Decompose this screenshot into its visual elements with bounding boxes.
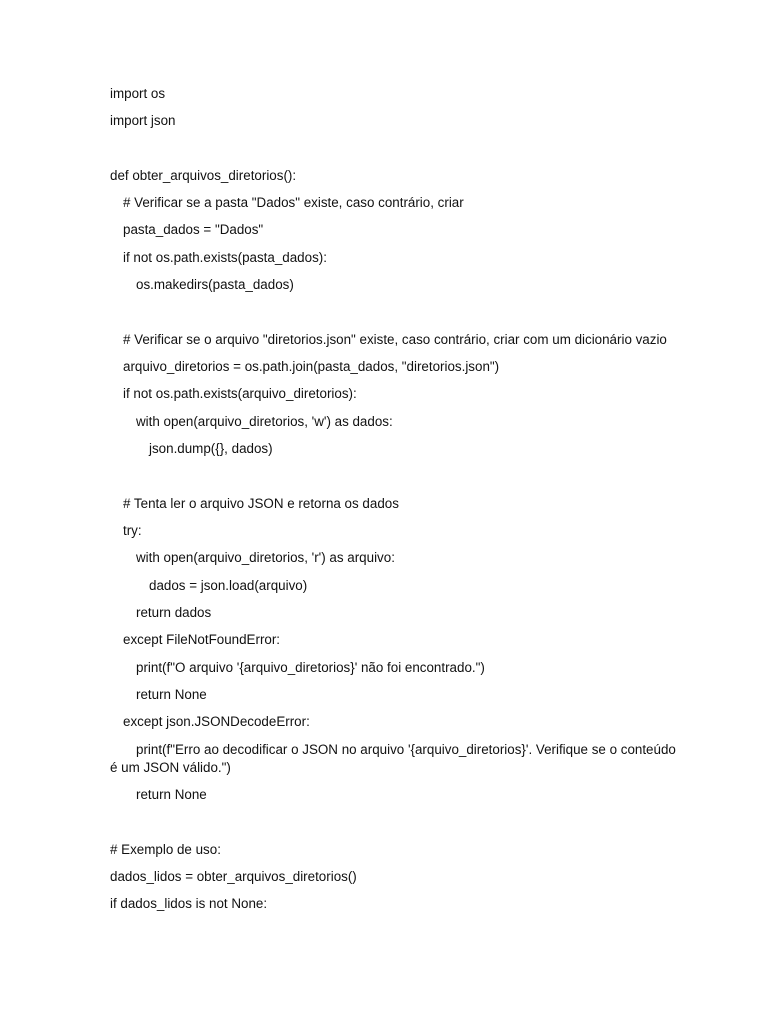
code-line: dados = json.load(arquivo) xyxy=(149,578,308,593)
code-line: print(f"O arquivo '{arquivo_diretorios}' não foi encontrado.") xyxy=(136,660,485,675)
code-line: return None xyxy=(136,687,207,702)
code-comment: # Verificar se o arquivo "diretorios.json" existe, caso contrário, criar com um dicionário vazio xyxy=(123,332,667,347)
code-line: return dados xyxy=(136,605,212,620)
code-line: pasta_dados = "Dados" xyxy=(123,222,264,237)
code-comment: # Verificar se a pasta "Dados" existe, caso contrário, criar xyxy=(123,195,464,210)
code-line: arquivo_diretorios = os.path.join(pasta_dados, "diretorios.json") xyxy=(123,359,500,374)
code-line: import json xyxy=(110,113,176,128)
code-line: os.makedirs(pasta_dados) xyxy=(136,277,294,292)
code-line: if not os.path.exists(arquivo_diretorios): xyxy=(123,386,357,401)
code-line: def obter_arquivos_diretorios(): xyxy=(110,168,297,183)
code-line: except json.JSONDecodeError: xyxy=(123,714,310,729)
code-line: dados_lidos = obter_arquivos_diretorios() xyxy=(110,869,357,884)
code-line: with open(arquivo_diretorios, 'w') as dados: xyxy=(136,414,393,429)
code-comment: # Tenta ler o arquivo JSON e retorna os dados xyxy=(123,496,399,511)
code-line: é um JSON válido.") xyxy=(110,760,231,775)
code-line: except FileNotFoundError: xyxy=(123,632,281,647)
code-line: if not os.path.exists(pasta_dados): xyxy=(123,250,327,265)
code-comment: # Exemplo de uso: xyxy=(110,842,221,857)
code-line: return None xyxy=(136,787,207,802)
code-line: try: xyxy=(123,523,142,538)
code-line: with open(arquivo_diretorios, 'r') as arquivo: xyxy=(136,550,395,565)
code-line: print(f"Erro ao decodificar o JSON no arquivo '{arquivo_diretorios}'. Verifique se o conteúdo xyxy=(136,742,676,757)
code-line: import os xyxy=(110,86,166,101)
code-line: if dados_lidos is not None: xyxy=(110,896,268,911)
code-line: json.dump({}, dados) xyxy=(149,441,273,456)
